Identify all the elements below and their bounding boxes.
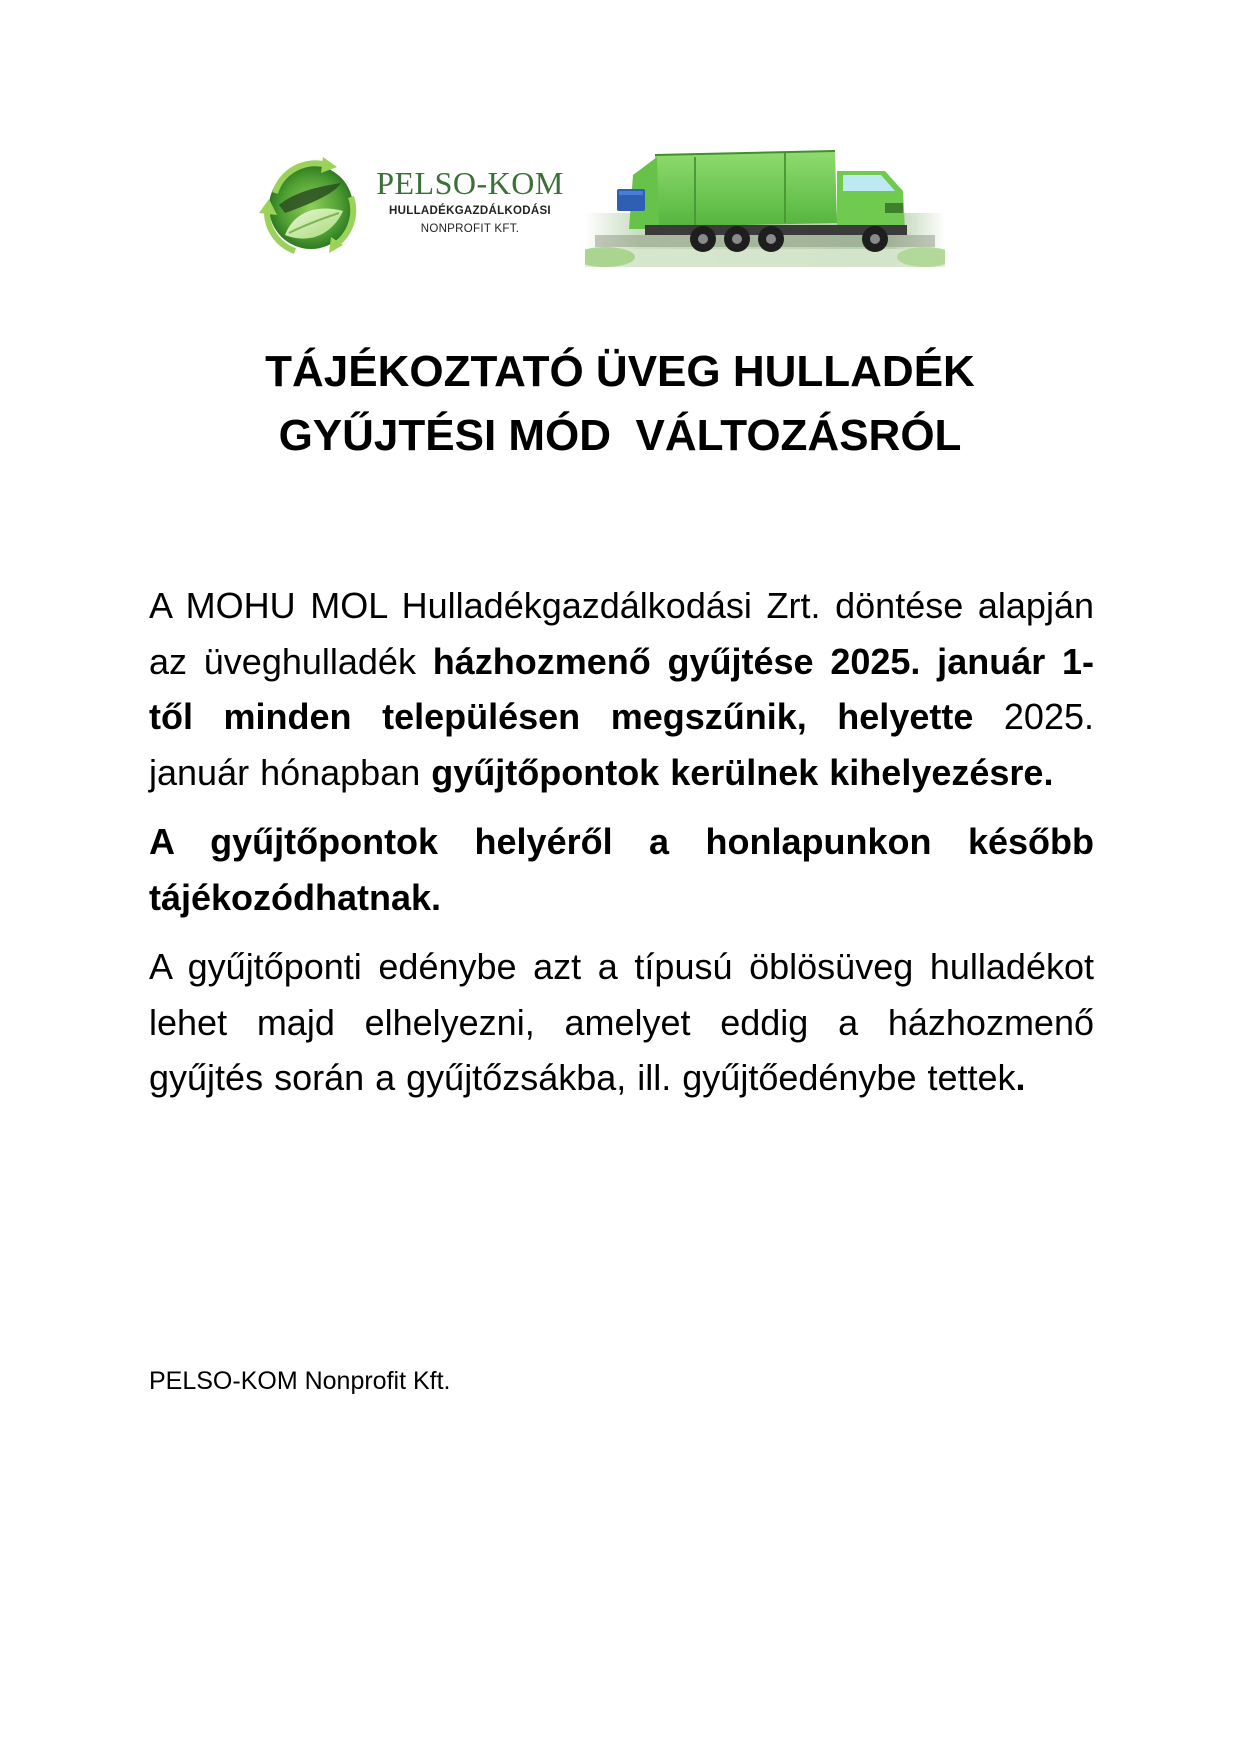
- paragraph-1-text-b: 2025. január hónapban: [149, 696, 1094, 793]
- title-line-1: TÁJÉKOZTATÓ ÜVEG HULLADÉK: [265, 347, 975, 396]
- logo-subtitle-line2: NONPROFIT KFT.: [420, 223, 520, 235]
- signature: PELSO-KOM Nonprofit Kft.: [149, 1367, 451, 1395]
- recycle-leaf-logo-icon: [255, 153, 367, 261]
- header-banner: [250, 145, 945, 267]
- paragraph-1-bold-a: házhozmenő gyűjtése 2025. január 1-től minden településen megszűnik, helyette: [149, 640, 1094, 737]
- notice-body: [149, 578, 1094, 1106]
- paragraph-2: A gyűjtőpontok helyéről a honlapunkon később tájékozódhatnak.: [149, 821, 1094, 918]
- paragraph-1: [149, 578, 1094, 800]
- document-title: [150, 340, 1090, 468]
- logo-subtitle-line1: HULLADÉKGAZDÁLKODÁSI: [389, 205, 551, 217]
- garbage-truck-image: [585, 145, 945, 267]
- paragraph-3-text: A gyűjtőponti edénybe azt a típusú öblösüveg hulladékot lehet majd elhelyezni, amelyet eddig a házhozmenő gyűjtés során a gyűjtőzsákba, ill. gyűjtőedénybe tettek: [149, 946, 1094, 1098]
- paragraph-1-text-a: A MOHU MOL Hulladékgazdálkodási Zrt. döntése alapján az üveghulladék: [149, 585, 1094, 682]
- logo-name: PELSO-KOM: [376, 165, 564, 201]
- paragraph-3-end-mark: .: [1015, 1057, 1026, 1098]
- title-line-2: GYŰJTÉSI MÓD VÁLTOZÁSRÓL: [278, 411, 962, 460]
- paragraph-1-bold-b: gyűjtőpontok kerülnek kihelyezésre.: [431, 751, 1054, 793]
- paragraph-3: [149, 939, 1094, 1106]
